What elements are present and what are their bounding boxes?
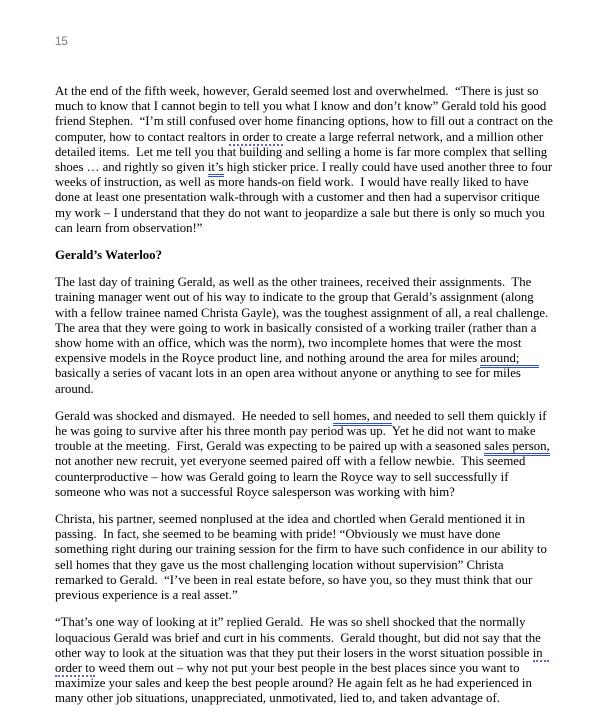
grammar-double-underline: homes, and	[333, 409, 391, 426]
grammar-dotted-underline: in	[532, 645, 550, 660]
text-line: counterproductive – how was Gerald going to learn the Royce way to sell successfully if	[55, 469, 509, 484]
text-line: trouble at the meeting. First, Gerald was expecting to be paired up with a seasoned sales person,	[55, 439, 607, 454]
text-line: sell homes that they gave us the most challenging location without supervision” Christa	[55, 557, 504, 572]
text-line: with a fellow trainee named Christa Gayle), was the toughest assignment of all, a real challenge.	[55, 305, 549, 320]
text-line: “That’s one way of looking at it” replied Gerald. He was so shell shocked that the normally	[55, 615, 526, 630]
grammar-double-underline: around;	[480, 351, 538, 368]
text-line: other way to look at the situation was that they put their losers in the worst situation possible in	[55, 645, 550, 660]
text-line: not another new recruit, yet everyone seemed paired off with a fellow newbie. This seemed	[55, 454, 526, 469]
text-line: maximize your sales and keep the best people around? He again felt as he had experienced in	[55, 676, 532, 691]
text-line: The last day of training Gerald, as well as the other trainees, received their assignments. The	[55, 275, 532, 290]
text-line: remarked to Gerald. “I’ve been in real estate before, so have you, so they must think that our	[55, 572, 533, 587]
text-line: many other job situations, unappreciated, unmotivated, lied to, and taken advantage of.	[55, 691, 500, 706]
text-line: expensive models in the Royce product line, and nothing around the area for miles around;	[55, 351, 607, 366]
text-line: something right during our training session for the firm to have such confidence in our ability to	[55, 542, 547, 557]
text-line: shoes … and rightly so given it’s high sticker price. I really could have used another three to four	[55, 160, 607, 175]
paragraph-shocked	[55, 409, 607, 500]
text-line: basically a series of vacant lots in an open area without anyone or anything to see for miles	[55, 366, 521, 381]
paragraph-week-five	[55, 84, 607, 236]
text-line: show home with an office, which was the norm), two incomplete homes that were the most	[55, 336, 522, 351]
text-line: weeks of instruction, as well as more hands-on field work. I would have really liked to have	[55, 175, 529, 190]
text-line: someone who was not a successful Royce salesperson was working with him?	[55, 484, 455, 499]
text-line: passing. In fact, she seemed to be beaming with pride! “Obviously we must have done	[55, 527, 501, 542]
section-heading: Gerald’s Waterloo?	[55, 248, 162, 263]
text-line: computer, how to contact realtors in order to create a large referral network, and a million other	[55, 129, 544, 144]
paragraph-christa	[55, 512, 607, 603]
text-line: my work – I understand that they do not want to jeopardize a sale but there is only so much you	[55, 205, 545, 220]
text-line: friend Stephen. “I’m still confused over home financing options, how to fill out a contract on the	[55, 114, 553, 129]
text-line: much to know that I cannot begin to tell you what I know and don’t know” Gerald told his good	[55, 99, 547, 114]
page-number: 15	[55, 36, 68, 48]
text-line: At the end of the fifth week, however, Gerald seemed lost and overwhelmed. “There is just so	[55, 84, 539, 98]
document-body	[55, 84, 607, 713]
text-line: he was going to survive after his three month pay period was up. Yet he did not want to make	[55, 424, 536, 439]
text-line: training manager went out of his way to indicate to the group that Gerald’s assignment (along	[55, 290, 534, 305]
text-line: done at least one presentation walk-through with a customer and then had a supervisor critique	[55, 190, 540, 205]
text-line: order to weed them out – why not put your best people in the best places since you want to	[55, 660, 520, 675]
text-line: detailed items. Let me tell you that building and selling a home is far more complex that selling	[55, 144, 548, 159]
text-line: previous experience is a real asset.”	[55, 588, 238, 603]
text-line: loquacious Gerald was brief and curt in his comments. Gerald thought, but did not say that the	[55, 630, 541, 645]
grammar-double-underline: sales person,	[484, 439, 549, 456]
paragraph-gerald-reply	[55, 615, 607, 706]
text-line: The area that they were going to work in basically consisted of a working trailer (rather than a	[55, 320, 537, 335]
text-line: Christa, his partner, seemed nonplused at the idea and chortled when Gerald mentioned it in	[55, 512, 525, 527]
grammar-double-underline: it’s	[208, 160, 224, 177]
text-line: Gerald was shocked and dismayed. He needed to sell homes, and needed to sell them quickly if	[55, 409, 607, 424]
grammar-dotted-underline: order to	[55, 660, 96, 675]
paragraph-assignments	[55, 275, 607, 397]
text-line: around.	[55, 381, 94, 396]
grammar-dotted-underline: in order to	[229, 129, 283, 144]
text-line: can learn from observation!”	[55, 220, 203, 235]
